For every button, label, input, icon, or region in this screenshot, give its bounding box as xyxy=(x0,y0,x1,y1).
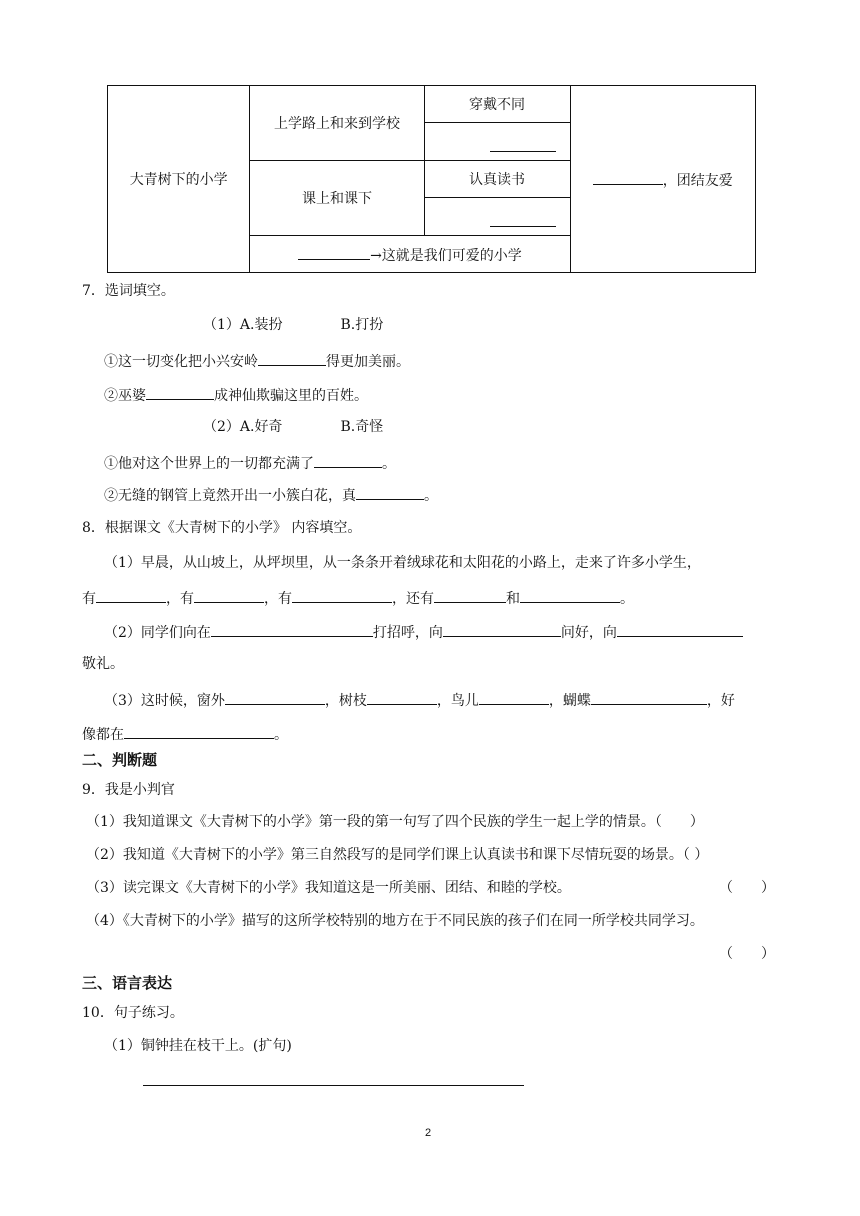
q8-text: 有 xyxy=(82,591,96,607)
q7-item4 xyxy=(104,483,438,506)
q7-heading xyxy=(82,281,175,301)
fill-blank[interactable] xyxy=(225,688,325,705)
q8-heading xyxy=(82,518,361,538)
q8-text: 打招呼，向 xyxy=(372,625,443,641)
q8-text: ，还有 xyxy=(392,591,434,607)
q8-text: （3）这时候，窗外 xyxy=(104,693,225,709)
q8-p3-line1 xyxy=(104,688,735,711)
q8-number: 8． xyxy=(82,520,105,536)
q8-title: 根据课文《大青树下的小学》 内容填空。 xyxy=(104,520,362,536)
q7-item4-end: 。 xyxy=(424,488,438,504)
fill-blank[interactable] xyxy=(356,483,424,500)
q7-group2-option-a: （2）A.好奇 xyxy=(203,419,283,435)
story-structure-table xyxy=(107,85,756,273)
fill-blank[interactable] xyxy=(434,586,506,603)
fill-blank[interactable] xyxy=(479,688,549,705)
circled-marker: ① xyxy=(104,456,118,472)
q7-group1-options xyxy=(203,315,383,335)
q7-item3-end: 。 xyxy=(382,456,396,472)
q8-text: 。 xyxy=(620,591,634,607)
table-scene2-cell: 课上和课下 xyxy=(250,160,424,235)
fill-blank[interactable] xyxy=(124,722,274,739)
q9-item-2: （2）我知道《大青树下的小学》第三自然段写的是同学们课上认真读书和课下尽情玩耍的场景。（ ） xyxy=(86,847,709,863)
q8-text: ，树枝 xyxy=(324,693,367,709)
q9-item-1: （1）我知道课文《大青树下的小学》第一段的第一句写了四个民族的学生一起上学的情景。（ ） xyxy=(86,814,704,830)
q8-text: 像都在 xyxy=(82,727,124,743)
q8-text: ， xyxy=(166,591,180,607)
fill-blank[interactable] xyxy=(367,688,437,705)
q8-text: 有 xyxy=(278,591,292,607)
table-conclusion-cell xyxy=(250,235,570,272)
q9-title: 我是小判官 xyxy=(104,782,175,798)
q8-text: ，鸟儿 xyxy=(436,693,479,709)
section2-heading: 二、判断题 xyxy=(82,751,158,769)
fill-blank[interactable] xyxy=(593,168,663,185)
fill-blank[interactable] xyxy=(314,451,382,468)
q10-heading xyxy=(82,1003,184,1023)
q8-p1-line2 xyxy=(82,586,634,609)
q8-text: 。 xyxy=(274,727,288,743)
answer-line[interactable] xyxy=(143,1085,524,1086)
q9-item-3: （3）读完课文《大青树下的小学》我知道这是一所美丽、团结、和睦的学校。 xyxy=(86,880,571,896)
fill-blank[interactable] xyxy=(591,688,707,705)
q8-p3-line2 xyxy=(82,722,288,745)
q8-text: ，蝴蝶 xyxy=(548,693,591,709)
q8-text: ， xyxy=(264,591,278,607)
circled-marker: ① xyxy=(104,354,118,370)
q7-group2-option-b: B.奇怪 xyxy=(340,419,384,435)
table-title-cell: 大青树下的小学 xyxy=(108,86,250,273)
fill-blank[interactable] xyxy=(490,212,556,227)
table-scene2-detail-cell: 认真读书 xyxy=(424,160,570,197)
q7-group2-options xyxy=(203,417,383,437)
q7-item3-text: 他对这个世界上的一切都充满了 xyxy=(118,456,314,472)
circled-marker: ② xyxy=(104,388,118,404)
q9-heading xyxy=(82,780,175,800)
q8-text: 问好，向 xyxy=(560,625,617,641)
table-summary-text: ，团结友爱 xyxy=(662,173,733,189)
table-conclusion-text: →这就是我们可爱的小学 xyxy=(370,247,522,264)
circled-marker: ② xyxy=(104,488,118,504)
fill-blank[interactable] xyxy=(146,383,214,400)
table-scene1-cell: 上学路上和来到学校 xyxy=(250,86,424,161)
q8-p1-line1: （1）早晨，从山坡上，从坪坝里，从一条条开着绒球花和太阳花的小路上，走来了许多小学生， xyxy=(104,555,701,571)
q10-sub1: （1）铜钟挂在枝干上。(扩句) xyxy=(104,1038,292,1054)
q8-text: ，好 xyxy=(706,693,735,709)
q7-group1-option-b: B.打扮 xyxy=(340,317,384,333)
q7-item2 xyxy=(104,383,368,406)
table-summary-cell xyxy=(570,86,755,273)
fill-blank[interactable] xyxy=(490,137,556,152)
fill-blank[interactable] xyxy=(292,586,392,603)
fill-blank[interactable] xyxy=(443,620,561,637)
q7-number: 7． xyxy=(82,283,105,299)
fill-blank[interactable] xyxy=(298,243,370,260)
q10-number: 10． xyxy=(82,1005,114,1021)
q7-item1-end: 得更加美丽。 xyxy=(326,354,410,370)
q8-text: 和 xyxy=(506,591,520,607)
q7-item2-text: 巫婆 xyxy=(118,388,146,404)
table-blank-cell xyxy=(424,123,570,160)
q10-title: 句子练习。 xyxy=(113,1005,184,1021)
q7-item1 xyxy=(104,349,410,372)
table-blank-cell xyxy=(424,198,570,235)
q8-text: 有 xyxy=(180,591,194,607)
table-scene1-detail-cell: 穿戴不同 xyxy=(424,86,570,123)
q9-number: 9． xyxy=(82,782,105,798)
q9-item-3-answer-paren[interactable]: （ ） xyxy=(719,880,775,896)
q7-title: 选词填空。 xyxy=(104,283,175,299)
section3-heading: 三、语言表达 xyxy=(82,974,173,992)
q8-text: （2）同学们向在 xyxy=(104,625,211,641)
fill-blank[interactable] xyxy=(194,586,264,603)
q8-p2-line2: 敬礼。 xyxy=(82,656,124,672)
q7-item3 xyxy=(104,451,396,474)
q7-item4-text: 无缝的钢管上竟然开出一小簇白花，真 xyxy=(118,488,356,504)
q9-item-4: （4）《大青树下的小学》描写的这所学校特别的地方在于不同民族的孩子们在同一所学校共同学习。 xyxy=(86,913,704,929)
q7-item2-end: 成神仙欺骗这里的百姓。 xyxy=(214,388,368,404)
fill-blank[interactable] xyxy=(96,586,166,603)
page-number: 2 xyxy=(425,1127,432,1139)
q9-item-4-answer-paren[interactable]: （ ） xyxy=(719,946,775,962)
fill-blank[interactable] xyxy=(520,586,620,603)
fill-blank[interactable] xyxy=(258,349,326,366)
fill-blank[interactable] xyxy=(617,620,743,637)
q8-p2-line1 xyxy=(104,620,743,643)
q7-group1-option-a: （1）A.装扮 xyxy=(203,317,283,333)
fill-blank[interactable] xyxy=(211,620,373,637)
q7-item1-text: 这一切变化把小兴安岭 xyxy=(118,354,258,370)
